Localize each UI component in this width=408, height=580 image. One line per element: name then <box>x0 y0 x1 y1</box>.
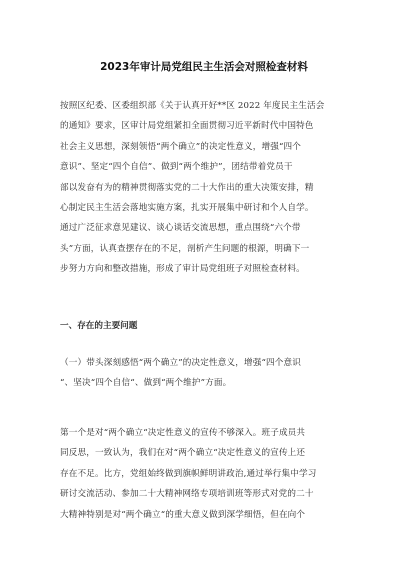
body-paragraph <box>60 423 358 525</box>
paragraph-line: 研讨交流活动、参加二十大精神网络专项培训班等形式对党的二十 <box>60 489 314 500</box>
paragraph-line: 步努力方向和整改措施，形成了审计局党组班子对照检查材料。 <box>60 264 305 275</box>
section-heading: 一、存在的主要问题 <box>60 321 138 331</box>
paragraph-line: （一）带头深刻感悟“两个确立”的决定性意义，增强“四个意识 <box>60 358 301 368</box>
paragraph-line: 按照区纪委、区委组织部《关于认真开好**区 2022 年度民主生活会 <box>60 101 325 111</box>
paragraph-line: 意识”、坚定“四个自信”、做到“两个维护”，团结带着党员干 <box>60 162 293 173</box>
paragraph-line: 心制定民主生活会落地实施方案，扎实开展集中研讨和个人自学。 <box>60 203 314 214</box>
paragraph-line: 大精神特别是对“两个确立“的重大意义做到深学细悟，但在向个 <box>60 509 306 520</box>
paragraph-line: 通过广泛征求意见建议、谈心谈话交流思想，重点围绕“六个带 <box>60 223 301 234</box>
paragraph-line: 社会主义思想，深刻领悟“两个确立”的决定性意义，增强“四个 <box>60 141 301 152</box>
paragraph-line: 第一个是对“两个确立“决定性意义的宣传不够深入。班子成员共 <box>60 428 306 438</box>
sub-heading <box>60 353 358 394</box>
paragraph-line: 存在不足。比方，党组始终做到旗帜鲜明讲政治,通过举行集中学习 <box>60 468 317 479</box>
paragraph-line: 同反思，一致认为，我们在对“两个确立“决定性意义的宣传上还 <box>60 448 306 459</box>
intro-paragraph <box>60 96 358 280</box>
paragraph-line: 部以发奋有为的精神贯彻落实党的二十大作出的重大决策安排，精 <box>60 182 314 193</box>
document-title: 2023年审计局党组民主生活会对照检查材料 <box>100 61 308 73</box>
paragraph-line: 头”方面，认真查摆存在的不足，剖析产生问题的根源，明确下一 <box>60 243 310 254</box>
paragraph-line: 的通知》要求，区审计局党组紧扣全面贯彻习近平新时代中国特色 <box>60 121 314 132</box>
paragraph-line: “、坚决“四个自信“、做到“两个维护”方面。 <box>60 378 232 389</box>
